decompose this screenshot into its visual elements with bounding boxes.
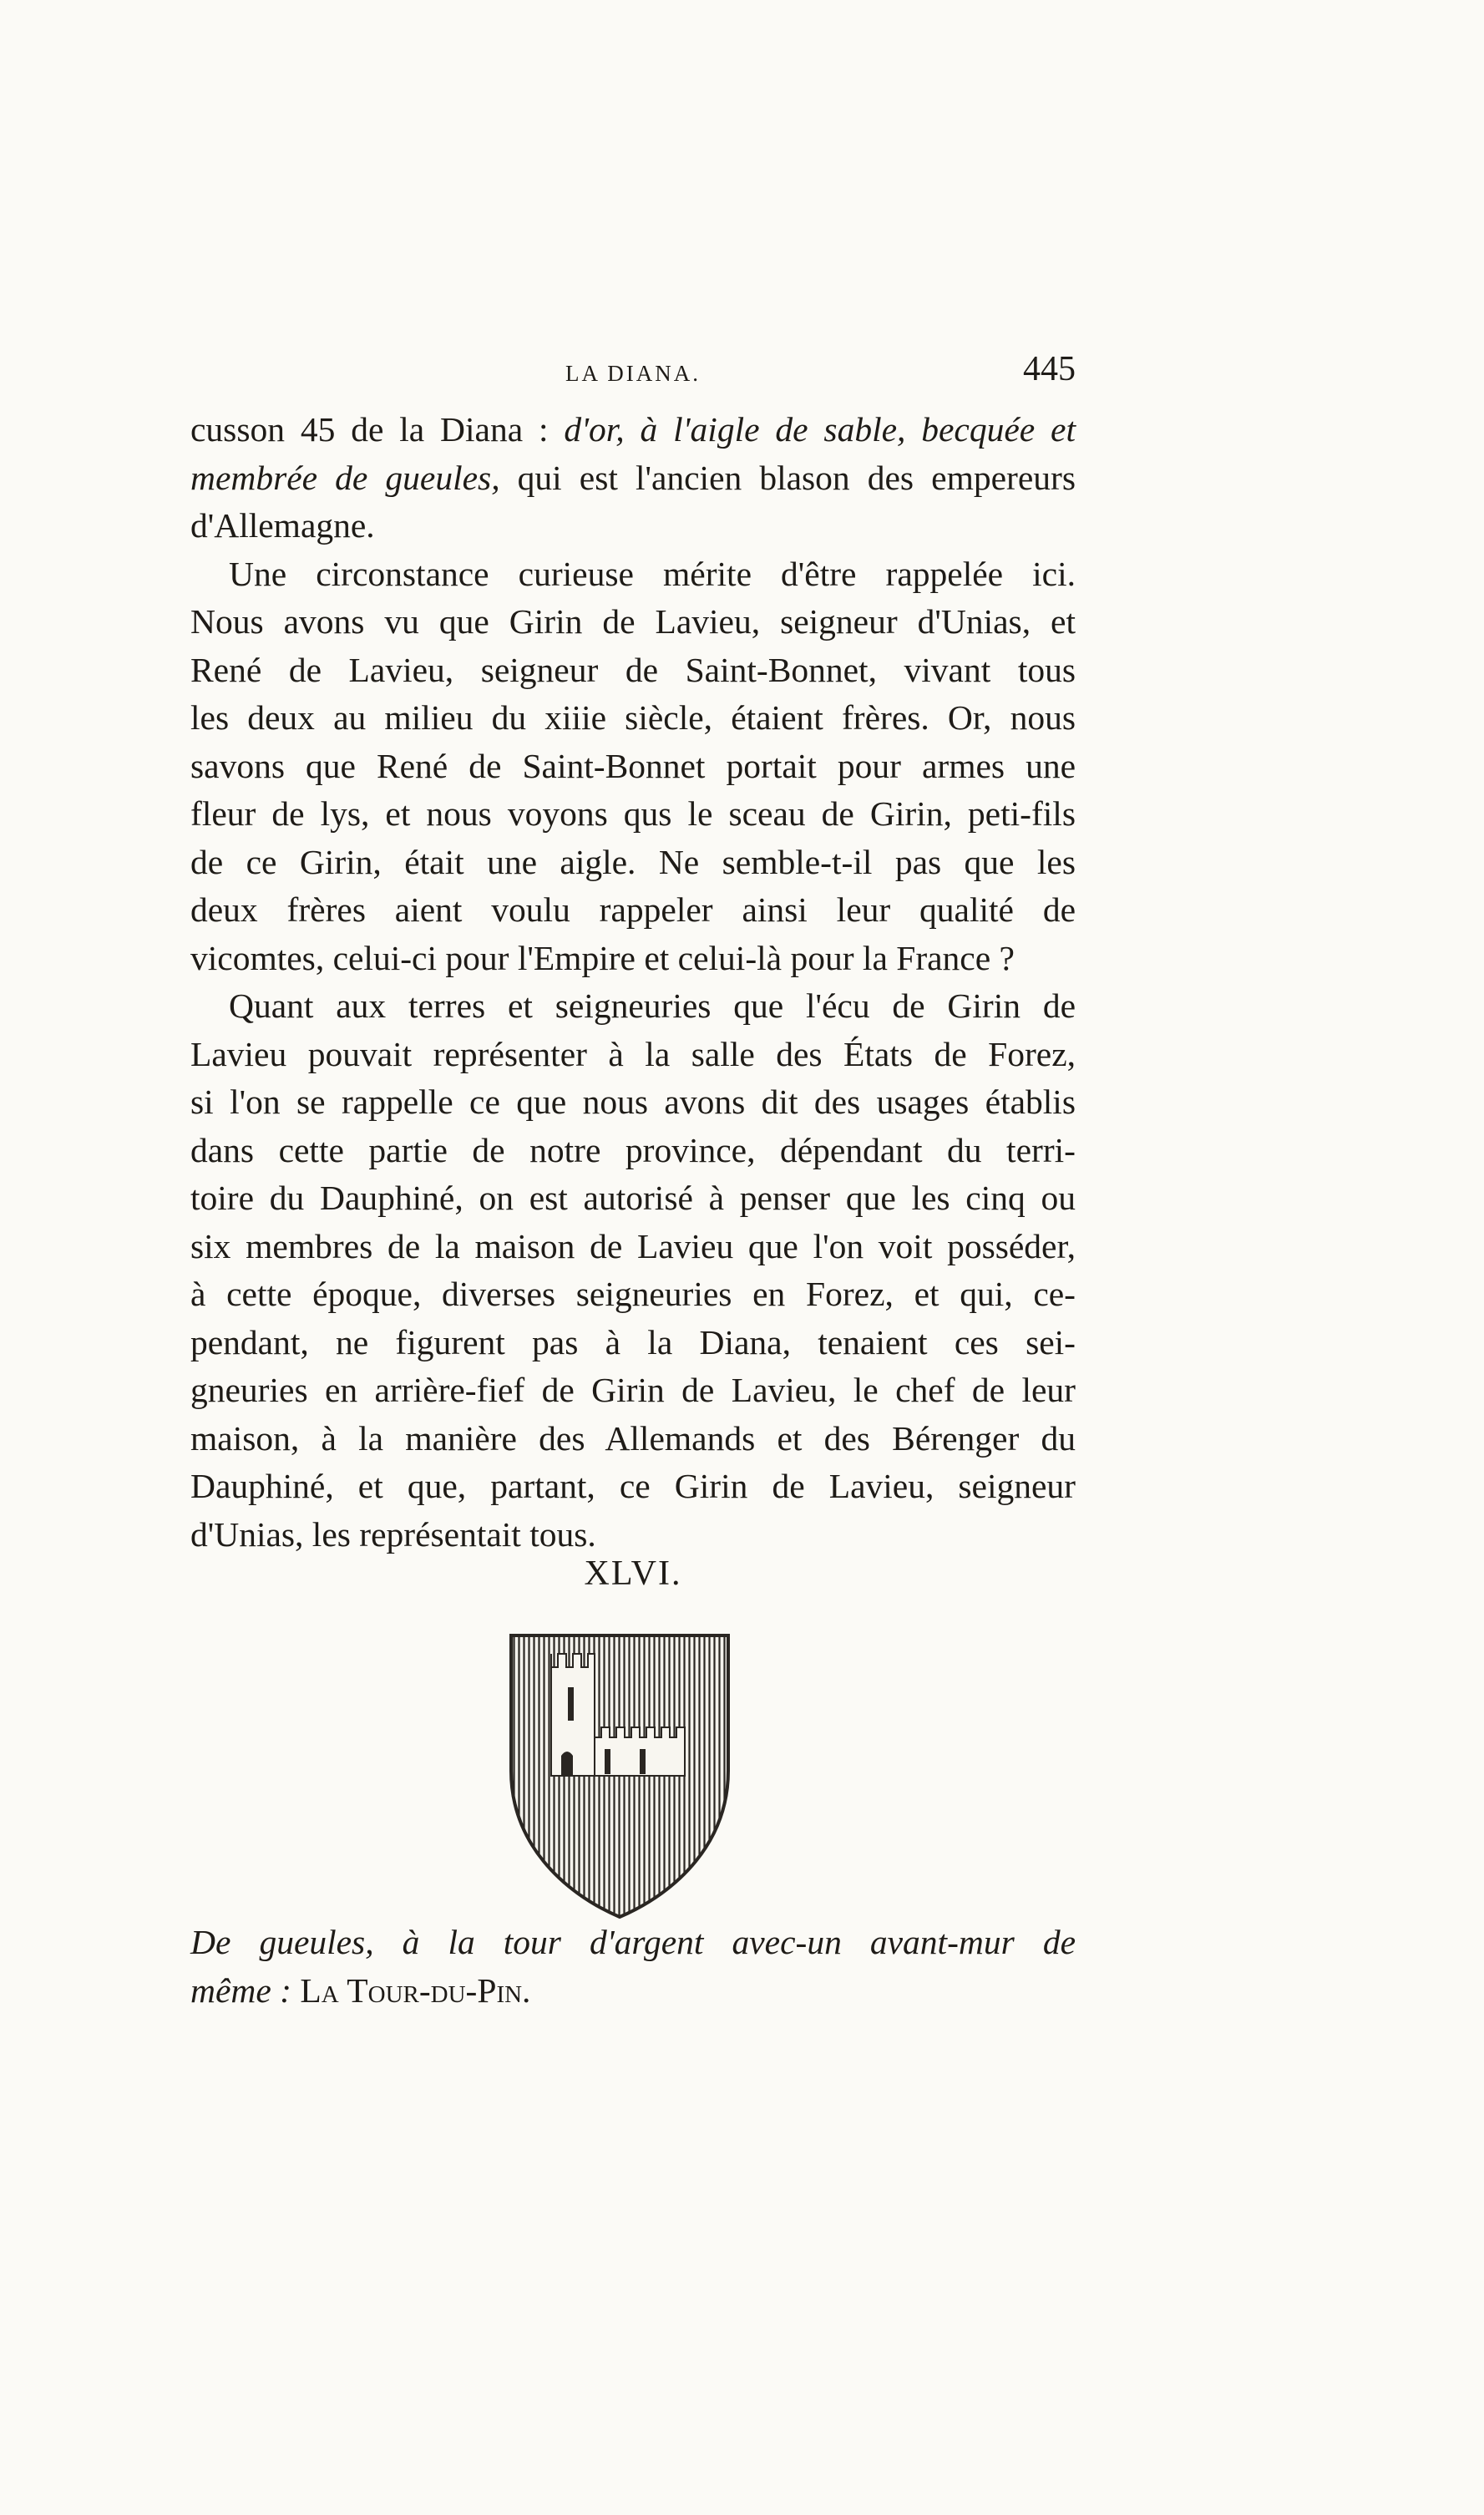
text-line <box>190 1463 1076 1511</box>
text-line <box>190 743 1076 791</box>
text-line <box>190 550 1076 599</box>
text-line <box>190 1078 1076 1127</box>
text-line <box>190 1319 1076 1367</box>
text-segment: d'or, à l'aigle de sable, becquée et <box>564 410 1076 449</box>
blazon-caption <box>190 1919 1076 2015</box>
text-segment: René de Lavieu, seigneur de Saint-Bonnet, vivant tous <box>190 650 1076 689</box>
coat-of-arms-image <box>503 1629 737 1921</box>
text-line <box>190 790 1076 839</box>
text-line <box>190 1511 1076 1559</box>
text-segment: les deux au milieu du xiiie siècle, étaient frères. Or, nous <box>190 698 1076 737</box>
text-line <box>190 982 1076 1031</box>
text-segment: même : <box>190 1970 301 2010</box>
text-line <box>190 598 1076 646</box>
text-segment: maison, à la manière des Allemands et des Bérenger du <box>190 1418 1076 1458</box>
text-line <box>190 1223 1076 1271</box>
text-segment: Une circonstance curieuse mérite d'être rappelée ici. <box>229 554 1076 593</box>
text-segment: dans cette partie de notre province, dépendant du terri- <box>190 1130 1076 1169</box>
text-segment: Lavieu pouvait représenter à la salle des États de Forez, <box>190 1034 1076 1073</box>
text-segment: Quant aux terres et seigneuries que l'écu de Girin de <box>229 986 1076 1025</box>
text-line <box>190 646 1076 695</box>
text-line <box>190 1367 1076 1415</box>
text-segment: De gueules, à la tour d'argent avec-un avant-mur de <box>190 1923 1076 1961</box>
running-head <box>190 349 1076 396</box>
text-segment: d'Unias, les représentait tous. <box>190 1514 596 1554</box>
text-line <box>190 1127 1076 1175</box>
text-segment: membrée de gueules, <box>190 458 500 497</box>
text-segment: La Tour-du-Pin. <box>300 1970 531 2010</box>
text-segment: savons que René de Saint-Bonnet portait pour armes une <box>190 746 1076 785</box>
text-line <box>190 1031 1076 1079</box>
text-segment: cusson 45 de la Diana : <box>190 410 565 449</box>
page-number: 445 <box>1023 350 1076 388</box>
text-line <box>190 839 1076 887</box>
text-segment: si l'on se rappelle ce que nous avons dit des usages établis <box>190 1083 1076 1121</box>
text-segment: vicomtes, celui-ci pour l'Empire et celui-là pour la France ? <box>190 938 1015 977</box>
text-segment: d'Allemagne. <box>190 506 375 545</box>
text-segment: qui est l'ancien blason des empereurs <box>499 458 1076 497</box>
caption-line <box>190 1919 1076 1967</box>
text-segment: à cette époque, diverses seigneuries en Forez, et qui, ce- <box>190 1275 1076 1313</box>
text-line <box>190 502 1076 550</box>
text-segment: six membres de la maison de Lavieu que l'on voit posséder, <box>190 1226 1076 1265</box>
text-line <box>190 406 1076 454</box>
text-line <box>190 694 1076 743</box>
body-text <box>190 406 1076 1559</box>
caption-line <box>190 1967 1076 2016</box>
text-segment: pendant, ne figurent pas à la Diana, tenaient ces sei- <box>190 1322 1076 1361</box>
running-title: LA DIANA. <box>565 361 701 386</box>
text-line <box>190 1174 1076 1223</box>
text-line <box>190 886 1076 935</box>
text-segment: de ce Girin, était une aigle. Ne semble-t-il pas que les <box>190 842 1076 881</box>
text-segment: Nous avons vu que Girin de Lavieu, seigneur d'Unias, et <box>190 602 1076 641</box>
section-number: XLVI. <box>584 1554 682 1593</box>
text-segment: deux frères aient voulu rappeler ainsi leur qualité de <box>190 890 1076 929</box>
text-segment: Dauphiné, et que, partant, ce Girin de Lavieu, seigneur <box>190 1467 1076 1505</box>
text-line <box>190 935 1076 983</box>
text-line <box>190 1415 1076 1463</box>
text-segment: fleur de lys, et nous voyons qus le sceau de Girin, peti-fils <box>190 794 1076 833</box>
text-line <box>190 454 1076 503</box>
text-line <box>190 1270 1076 1319</box>
text-segment: gneuries en arrière-fief de Girin de Lavieu, le chef de leur <box>190 1371 1076 1409</box>
text-segment: toire du Dauphiné, on est autorisé à penser que les cinq ou <box>190 1179 1076 1217</box>
